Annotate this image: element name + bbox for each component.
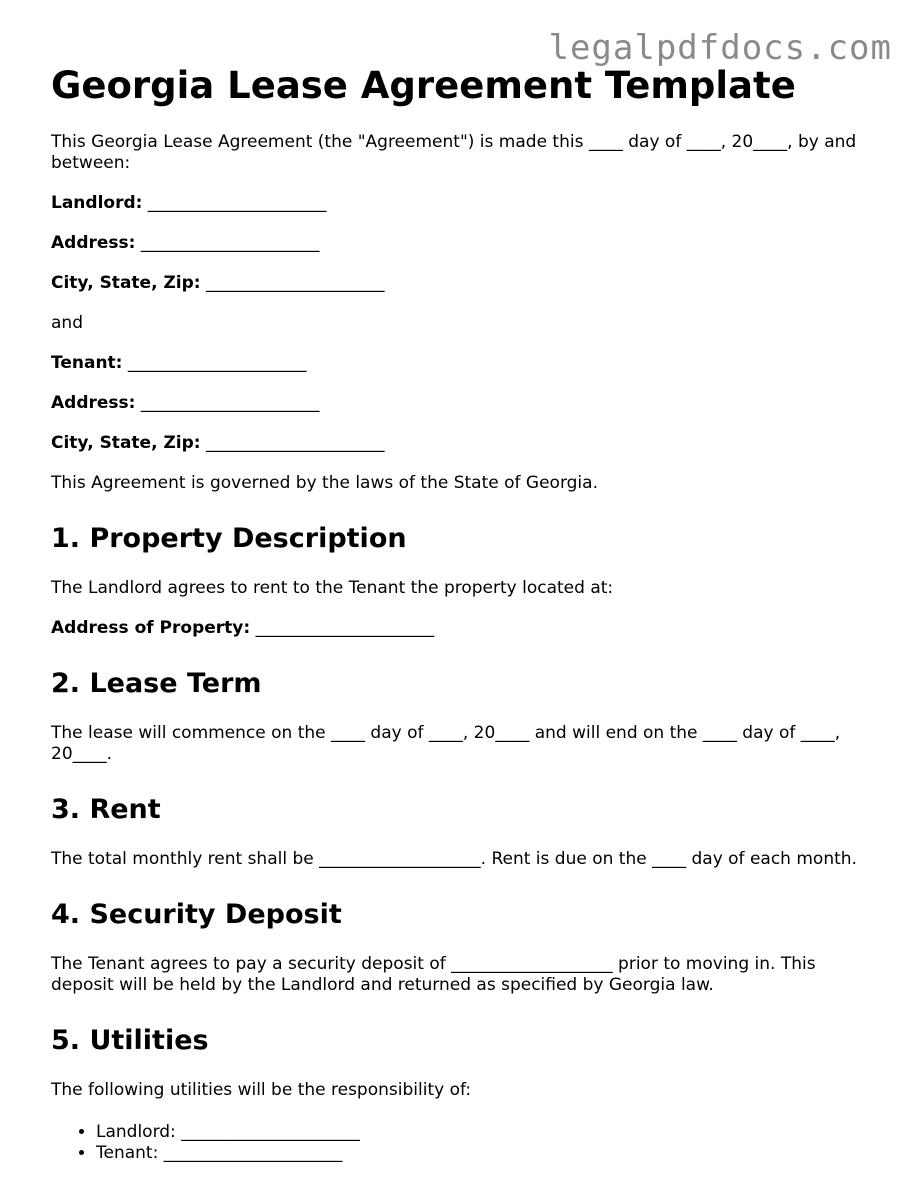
field-blank: _____________________	[205, 433, 385, 453]
field-blank: _____________________	[205, 273, 385, 293]
section-heading-utilities: 5. Utilities	[51, 1025, 209, 1056]
field-label: Tenant:	[51, 353, 123, 373]
governing-law-text: This Agreement is governed by the laws of the State of Georgia.	[51, 473, 598, 493]
landlord-name-field	[51, 193, 881, 214]
tenant-address-field	[51, 393, 881, 414]
field-label: Landlord:	[51, 193, 143, 213]
watermark: legalpdfdocs.com	[548, 28, 892, 68]
list-item: • Landlord: _____________________	[96, 1122, 881, 1143]
property-address-field	[51, 618, 881, 639]
rent-text: The total monthly rent shall be ___________________. Rent is due on the ____ day of each month.	[51, 849, 857, 869]
document-page	[51, 62, 881, 1164]
section-heading-security-deposit: 4. Security Deposit	[51, 899, 342, 930]
utilities-text: The following utilities will be the responsibility of:	[51, 1080, 472, 1100]
field-blank: _____________________	[140, 393, 320, 413]
tenant-name-field	[51, 353, 881, 374]
utilities-list	[51, 1122, 881, 1164]
intro-paragraph: This Georgia Lease Agreement (the "Agreement") is made this ____ day of ____, 20____, by and between:	[51, 132, 857, 173]
field-label: City, State, Zip:	[51, 273, 201, 293]
section-heading-property: 1. Property Description	[51, 523, 407, 554]
tenant-city-field	[51, 433, 881, 454]
property-text: The Landlord agrees to rent to the Tenant the property located at:	[51, 578, 614, 598]
and-text: and	[51, 313, 83, 333]
field-blank: _____________________	[255, 618, 435, 638]
list-item: • Tenant: _____________________	[96, 1143, 881, 1164]
field-label: City, State, Zip:	[51, 433, 201, 453]
lease-term-text: The lease will commence on the ____ day of ____, 20____ and will end on the ____ day of ____, 20____.	[51, 723, 841, 764]
security-deposit-text: The Tenant agrees to pay a security deposit of ___________________ prior to moving in. This deposit will be held by the Landlord and returned as specified by Georgia law.	[51, 954, 816, 995]
field-label: Address of Property:	[51, 618, 251, 638]
document-title: Georgia Lease Agreement Template	[51, 64, 796, 107]
field-label: Address:	[51, 233, 136, 253]
section-heading-rent: 3. Rent	[51, 794, 161, 825]
section-heading-lease-term: 2. Lease Term	[51, 668, 262, 699]
field-label: Address:	[51, 393, 136, 413]
landlord-city-field	[51, 273, 881, 294]
landlord-address-field	[51, 233, 881, 254]
field-blank: _____________________	[147, 193, 327, 213]
field-blank: _____________________	[140, 233, 320, 253]
field-blank: _____________________	[127, 353, 307, 373]
